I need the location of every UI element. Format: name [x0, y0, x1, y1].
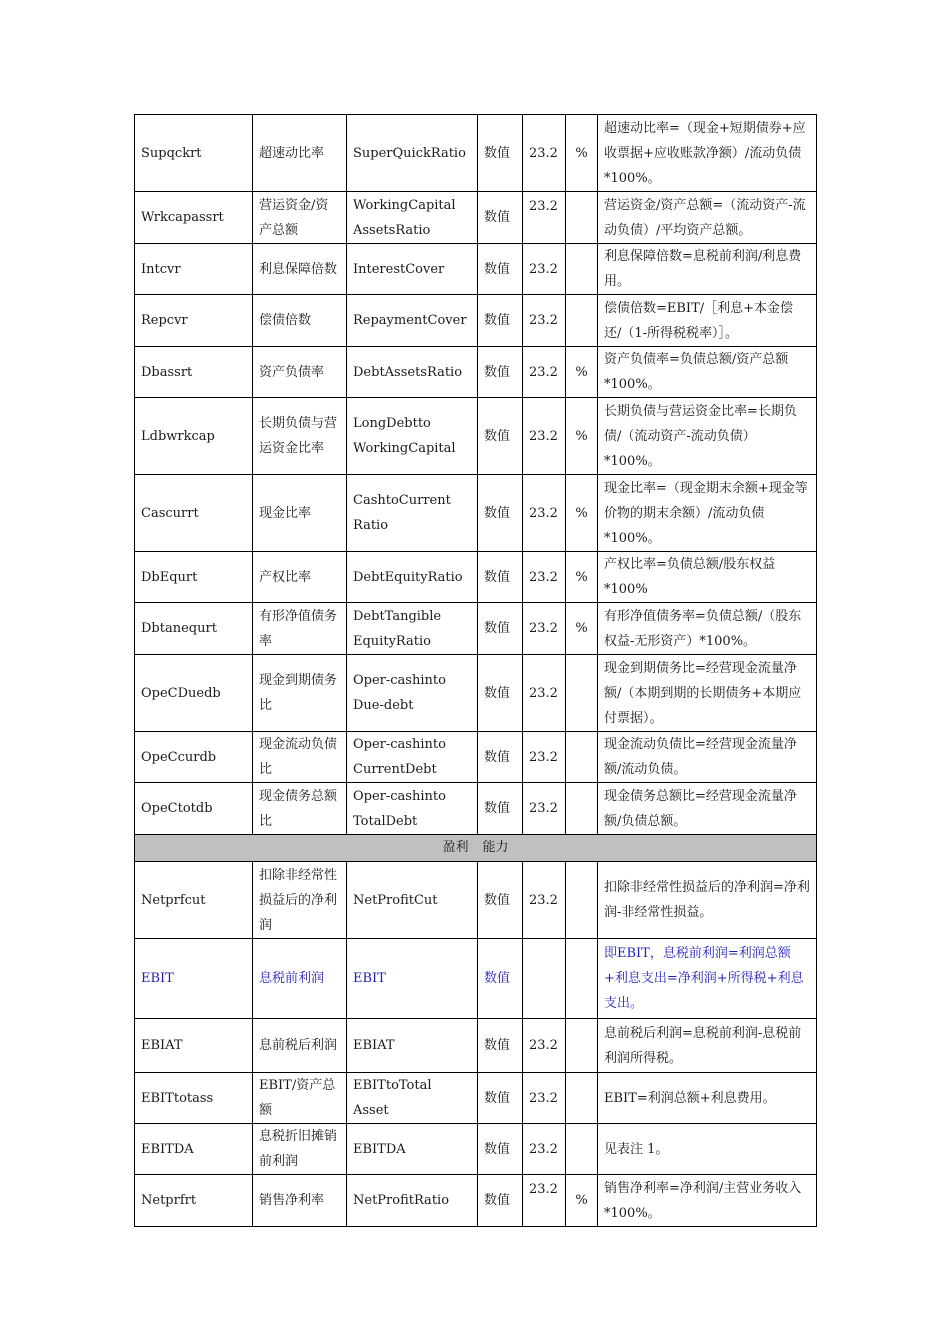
field-type: 数值 [478, 552, 523, 603]
field-description: 息前税后利润=息税前利润-息税前利润所得税。 [598, 1019, 817, 1073]
field-unit: % [566, 603, 598, 655]
field-en-name: DebtEquityRatio [347, 552, 478, 603]
field-code: Wrkcapassrt [135, 192, 253, 244]
field-description: 超速动比率=（现金+短期债券+应收票据+应收账款净额）/流动负债*100%。 [598, 115, 817, 192]
table-row [135, 1124, 817, 1175]
table-row [135, 1019, 817, 1073]
field-length: 23.2 [523, 192, 566, 244]
field-length: 23.2 [523, 732, 566, 783]
table-row [135, 398, 817, 475]
field-unit [566, 192, 598, 244]
field-type: 数值 [478, 398, 523, 475]
field-description: 利息保障倍数=息税前利润/利息费用。 [598, 244, 817, 295]
field-code: Netprfrt [135, 1175, 253, 1227]
field-cn-name: 扣除非经常性损益后的净利润 [253, 862, 347, 939]
field-description: 长期负债与营运资金比率=长期负债/（流动资产-流动负债）*100%。 [598, 398, 817, 475]
field-code: Ldbwrkcap [135, 398, 253, 475]
field-description: 即EBIT，息税前利润=利润总额+利息支出=净利润+所得税+利息支出。 [598, 939, 817, 1019]
field-type: 数值 [478, 347, 523, 398]
table-row [135, 939, 817, 1019]
field-code: EBITDA [135, 1124, 253, 1175]
field-unit [566, 783, 598, 835]
section-header-row [135, 835, 817, 862]
section-title [135, 835, 817, 862]
table-row [135, 475, 817, 552]
field-description: 产权比率=负债总额/股东权益*100% [598, 552, 817, 603]
field-description: 现金比率=（现金期末余额+现金等价物的期末余额）/流动负债*100%。 [598, 475, 817, 552]
field-description: 现金债务总额比=经营现金流量净额/负债总额。 [598, 783, 817, 835]
field-en-name: CashtoCurrent Ratio [347, 475, 478, 552]
field-description: 现金流动负债比=经营现金流量净额/流动负债。 [598, 732, 817, 783]
field-type: 数值 [478, 1019, 523, 1073]
field-en-name: EBIAT [347, 1019, 478, 1073]
field-unit: % [566, 1175, 598, 1227]
field-cn-name: 息税前利润 [253, 939, 347, 1019]
field-code: EBITtotass [135, 1073, 253, 1124]
table-row [135, 732, 817, 783]
field-en-name: EBIT [347, 939, 478, 1019]
field-unit: % [566, 475, 598, 552]
field-type: 数值 [478, 603, 523, 655]
field-type: 数值 [478, 1124, 523, 1175]
field-en-name: InterestCover [347, 244, 478, 295]
field-cn-name: 现金债务总额比 [253, 783, 347, 835]
field-code: Dbassrt [135, 347, 253, 398]
field-cn-name: 资产负债率 [253, 347, 347, 398]
field-unit [566, 655, 598, 732]
field-unit [566, 295, 598, 347]
field-definition-table [134, 114, 817, 1227]
field-length: 23.2 [523, 244, 566, 295]
field-length: 23.2 [523, 862, 566, 939]
field-code: EBIT [135, 939, 253, 1019]
field-length: 23.2 [523, 783, 566, 835]
field-unit: % [566, 398, 598, 475]
field-cn-name: 有形净值债务率 [253, 603, 347, 655]
field-unit: % [566, 347, 598, 398]
field-cn-name: 息税折旧摊销前利润 [253, 1124, 347, 1175]
field-cn-name: 现金比率 [253, 475, 347, 552]
field-length [523, 939, 566, 1019]
field-type: 数值 [478, 192, 523, 244]
field-description: 营运资金/资产总额=（流动资产-流动负债）/平均资产总额。 [598, 192, 817, 244]
field-code: Supqckrt [135, 115, 253, 192]
field-cn-name: 销售净利率 [253, 1175, 347, 1227]
field-cn-name: 超速动比率 [253, 115, 347, 192]
field-code: Netprfcut [135, 862, 253, 939]
table-row [135, 1175, 817, 1227]
field-type: 数值 [478, 732, 523, 783]
field-code: Cascurrt [135, 475, 253, 552]
field-description: 见表注 1。 [598, 1124, 817, 1175]
field-code: EBIAT [135, 1019, 253, 1073]
field-length: 23.2 [523, 115, 566, 192]
field-length: 23.2 [523, 1073, 566, 1124]
field-length: 23.2 [523, 552, 566, 603]
field-en-name: EBITDA [347, 1124, 478, 1175]
field-unit [566, 939, 598, 1019]
table-row [135, 603, 817, 655]
field-code: Dbtanequrt [135, 603, 253, 655]
field-en-name: Oper-cashinto Due-debt [347, 655, 478, 732]
field-code: OpeCcurdb [135, 732, 253, 783]
table-row [135, 347, 817, 398]
table-row [135, 244, 817, 295]
field-type: 数值 [478, 1073, 523, 1124]
field-length: 23.2 [523, 603, 566, 655]
field-description: 现金到期债务比=经营现金流量净额/（本期到期的长期债务+本期应付票据）。 [598, 655, 817, 732]
table-row [135, 862, 817, 939]
field-unit [566, 244, 598, 295]
field-length: 23.2 [523, 1019, 566, 1073]
field-cn-name: 长期负债与营运资金比率 [253, 398, 347, 475]
field-length: 23.2 [523, 655, 566, 732]
field-en-name: WorkingCapital AssetsRatio [347, 192, 478, 244]
field-type: 数值 [478, 475, 523, 552]
field-type: 数值 [478, 1175, 523, 1227]
field-length: 23.2 [523, 1175, 566, 1227]
field-description: 资产负债率=负债总额/资产总额*100%。 [598, 347, 817, 398]
field-length: 23.2 [523, 295, 566, 347]
field-description: 扣除非经常性损益后的净利润=净利润-非经常性损益。 [598, 862, 817, 939]
field-en-name: Oper-cashinto CurrentDebt [347, 732, 478, 783]
field-unit: % [566, 115, 598, 192]
field-description: 有形净值债务率=负债总额/（股东权益-无形资产）*100%。 [598, 603, 817, 655]
field-code: DbEqurt [135, 552, 253, 603]
field-description: 偿债倍数=EBIT/［利息+本金偿还/（1-所得税税率）］。 [598, 295, 817, 347]
field-length: 23.2 [523, 347, 566, 398]
table-row [135, 783, 817, 835]
field-length: 23.2 [523, 475, 566, 552]
field-unit: % [566, 552, 598, 603]
table-row [135, 192, 817, 244]
field-en-name: RepaymentCover [347, 295, 478, 347]
section-title-part1: 盈利 [442, 840, 469, 855]
field-length: 23.2 [523, 1124, 566, 1175]
field-unit [566, 862, 598, 939]
field-en-name: EBITtoTotal Asset [347, 1073, 478, 1124]
field-code: OpeCDuedb [135, 655, 253, 732]
table-row [135, 115, 817, 192]
section-title-part2: 能力 [482, 840, 509, 855]
field-type: 数值 [478, 655, 523, 732]
field-type: 数值 [478, 295, 523, 347]
field-en-name: Oper-cashinto TotalDebt [347, 783, 478, 835]
field-unit [566, 1124, 598, 1175]
field-en-name: DebtAssetsRatio [347, 347, 478, 398]
field-en-name: LongDebtto WorkingCapital [347, 398, 478, 475]
table-row [135, 552, 817, 603]
table-row [135, 1073, 817, 1124]
field-description: EBIT=利润总额+利息费用。 [598, 1073, 817, 1124]
table-row [135, 295, 817, 347]
field-en-name: NetProfitRatio [347, 1175, 478, 1227]
field-cn-name: 现金到期债务比 [253, 655, 347, 732]
field-cn-name: 营运资金/资产总额 [253, 192, 347, 244]
field-type: 数值 [478, 244, 523, 295]
field-code: Repcvr [135, 295, 253, 347]
field-unit [566, 1073, 598, 1124]
field-code: Intcvr [135, 244, 253, 295]
field-en-name: NetProfitCut [347, 862, 478, 939]
field-type: 数值 [478, 939, 523, 1019]
field-unit [566, 732, 598, 783]
field-type: 数值 [478, 862, 523, 939]
field-unit [566, 1019, 598, 1073]
field-en-name: SuperQuickRatio [347, 115, 478, 192]
field-en-name: DebtTangible EquityRatio [347, 603, 478, 655]
field-code: OpeCtotdb [135, 783, 253, 835]
field-cn-name: 现金流动负债比 [253, 732, 347, 783]
field-type: 数值 [478, 115, 523, 192]
field-cn-name: 偿债倍数 [253, 295, 347, 347]
field-cn-name: EBIT/资产总额 [253, 1073, 347, 1124]
field-cn-name: 利息保障倍数 [253, 244, 347, 295]
field-type: 数值 [478, 783, 523, 835]
table-row [135, 655, 817, 732]
field-cn-name: 产权比率 [253, 552, 347, 603]
field-cn-name: 息前税后利润 [253, 1019, 347, 1073]
field-description: 销售净利率=净利润/主营业务收入*100%。 [598, 1175, 817, 1227]
field-length: 23.2 [523, 398, 566, 475]
